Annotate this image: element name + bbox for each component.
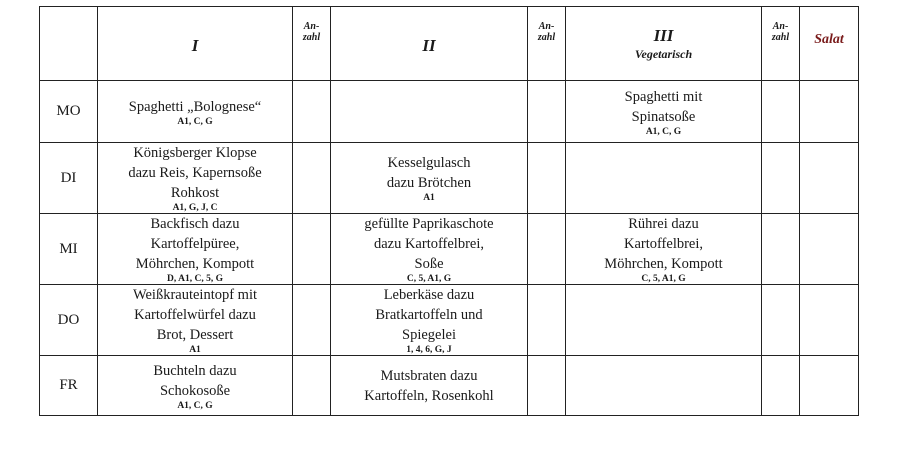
anzahl3-count-cell[interactable] xyxy=(762,356,800,416)
day-2-menu3-cell xyxy=(566,214,762,285)
anzahl2-line2: zahl xyxy=(537,32,556,43)
allergen-codes: C, 5, A1, G xyxy=(641,274,686,284)
header-menu1 xyxy=(98,7,293,81)
dish-line: Rührei dazu xyxy=(628,216,699,232)
anzahl2-count-cell[interactable] xyxy=(528,285,566,356)
dish-line: gefüllte Paprikaschote xyxy=(364,216,494,232)
anzahl3-count-cell[interactable] xyxy=(762,143,800,214)
salat-count-cell[interactable] xyxy=(800,356,859,416)
menu3-subtitle: Vegetarisch xyxy=(634,46,693,61)
allergen-codes: A1, G, J, C xyxy=(172,203,218,213)
day-0-menu3-cell xyxy=(566,81,762,143)
anzahl3-count-cell[interactable] xyxy=(762,81,800,143)
dish-line: dazu Brötchen xyxy=(386,175,472,191)
dish-line: dazu Reis, Kapernsoße xyxy=(128,165,262,181)
anzahl3-count-cell[interactable] xyxy=(762,285,800,356)
header-anzahl1 xyxy=(293,7,331,81)
menu2-title: II xyxy=(422,35,436,55)
dish-line: Buchteln dazu xyxy=(153,362,237,379)
dish-line: Backfisch dazu xyxy=(150,216,240,232)
day-row xyxy=(40,356,859,416)
dish-line: Kartoffelpüree, xyxy=(150,236,240,252)
dish-line: Weißkrauteintopf mit xyxy=(132,287,258,303)
day-row xyxy=(40,214,859,285)
allergen-codes: A1, C, G xyxy=(177,116,213,127)
allergen-codes: A1, C, G xyxy=(177,400,213,411)
dish-line: dazu Kartoffelbrei, xyxy=(373,236,485,252)
dish-line: Leberkäse dazu xyxy=(383,287,475,303)
dish-line: Brot, Dessert xyxy=(156,327,234,343)
day-label: FR xyxy=(40,356,98,416)
day-4-menu3-cell xyxy=(566,356,762,416)
header-row xyxy=(40,7,859,81)
anzahl1-line2: zahl xyxy=(302,32,321,43)
day-label: MO xyxy=(40,81,98,143)
dish-line: Mutsbraten dazu xyxy=(380,367,478,384)
anzahl1-count-cell[interactable] xyxy=(293,285,331,356)
allergen-codes: A1 xyxy=(423,193,435,203)
allergen-codes: 1, 4, 6, G, J xyxy=(406,345,452,355)
day-3-menu3-cell xyxy=(566,285,762,356)
day-label: DI xyxy=(40,143,98,214)
anzahl1-count-cell[interactable] xyxy=(293,81,331,143)
anzahl1-line1: An- xyxy=(303,21,320,32)
salat-count-cell[interactable] xyxy=(800,285,859,356)
day-1-menu3-cell xyxy=(566,143,762,214)
allergen-codes: D, A1, C, 5, G xyxy=(167,274,223,284)
day-0-menu1-cell xyxy=(98,81,293,143)
anzahl1-count-cell[interactable] xyxy=(293,356,331,416)
dish-line: Spaghetti „Bolognese“ xyxy=(128,98,262,115)
anzahl1-count-cell[interactable] xyxy=(293,143,331,214)
dish-line: Kartoffeln, Rosenkohl xyxy=(364,387,494,404)
header-day-cell xyxy=(40,7,98,81)
day-row xyxy=(40,143,859,214)
header-salat: Salat xyxy=(800,7,859,81)
dish-line: Möhrchen, Kompott xyxy=(135,256,255,272)
dish-line: Kartoffelwürfel dazu xyxy=(134,307,256,323)
anzahl2-count-cell[interactable] xyxy=(528,356,566,416)
anzahl3-count-cell[interactable] xyxy=(762,214,800,285)
allergen-codes: C, 5, A1, G xyxy=(406,274,452,284)
dish-line: Spaghetti mit xyxy=(624,88,703,105)
dish-line: Spinatsoße xyxy=(631,108,696,125)
day-0-menu2-cell xyxy=(331,81,528,143)
dish-line: Kesselgulasch xyxy=(387,155,471,171)
dish-line: Kartoffelbrei, xyxy=(623,236,704,252)
dish-line: Bratkartoffeln und xyxy=(375,307,483,323)
allergen-codes: A1, C, G xyxy=(645,126,682,137)
allergen-codes: A1 xyxy=(189,345,201,355)
weekly-menu-table xyxy=(39,6,859,416)
anzahl2-count-cell[interactable] xyxy=(528,143,566,214)
header-anzahl3 xyxy=(762,7,800,81)
day-3-menu1-cell xyxy=(98,285,293,356)
salat-count-cell[interactable] xyxy=(800,143,859,214)
salat-count-cell[interactable] xyxy=(800,214,859,285)
day-row xyxy=(40,285,859,356)
dish-line: Rohkost xyxy=(170,185,220,201)
day-4-menu2-cell xyxy=(331,356,528,416)
day-label: MI xyxy=(40,214,98,285)
dish-line: Möhrchen, Kompott xyxy=(604,256,723,272)
header-menu3 xyxy=(566,7,762,81)
day-3-menu2-cell xyxy=(331,285,528,356)
dish-line: Königsberger Klopse xyxy=(133,145,257,161)
anzahl2-line1: An- xyxy=(538,21,555,32)
dish-line: Soße xyxy=(414,256,444,272)
anzahl3-line1: An- xyxy=(772,21,789,32)
salat-count-cell[interactable] xyxy=(800,81,859,143)
menu3-title: III xyxy=(653,25,674,45)
day-2-menu2-cell xyxy=(331,214,528,285)
day-2-menu1-cell xyxy=(98,214,293,285)
anzahl2-count-cell[interactable] xyxy=(528,81,566,143)
menu1-title: I xyxy=(191,35,199,55)
day-label: DO xyxy=(40,285,98,356)
header-anzahl2 xyxy=(528,7,566,81)
day-row xyxy=(40,81,859,143)
dish-line: Schokosoße xyxy=(159,382,231,399)
anzahl1-count-cell[interactable] xyxy=(293,214,331,285)
anzahl2-count-cell[interactable] xyxy=(528,214,566,285)
day-1-menu2-cell xyxy=(331,143,528,214)
anzahl3-line2: zahl xyxy=(771,32,790,43)
dish-line: Spiegelei xyxy=(402,327,456,343)
header-menu2 xyxy=(331,7,528,81)
day-1-menu1-cell xyxy=(98,143,293,214)
day-4-menu1-cell xyxy=(98,356,293,416)
